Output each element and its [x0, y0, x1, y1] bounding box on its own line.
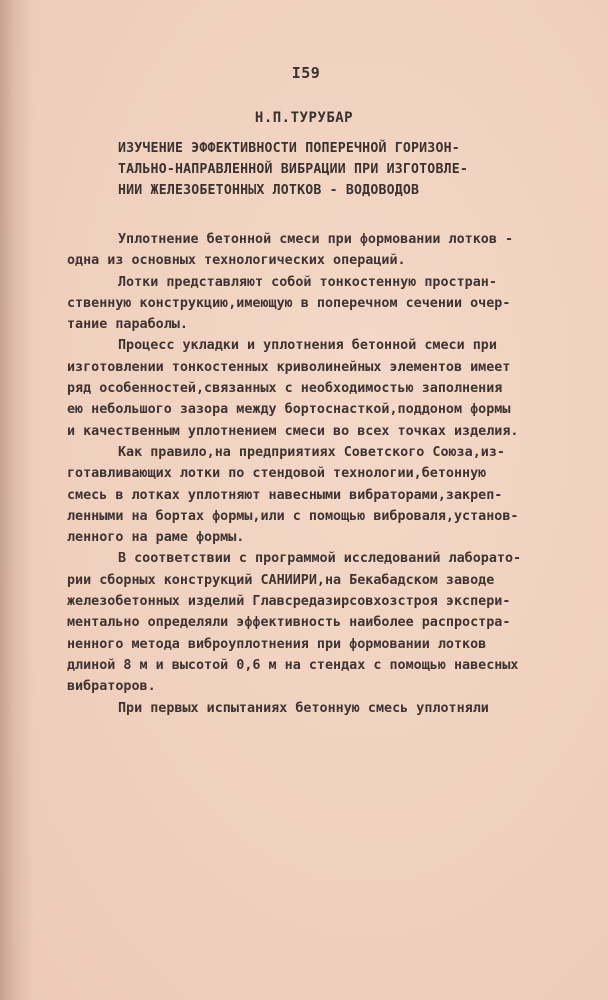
body-line: В соответствии с программой исследований лаборато- — [118, 551, 522, 567]
body-line: изготовлении тонкостенных криволинейных элементов имеет — [67, 359, 511, 375]
body-line: готавливающих лотки по стендовой технологии,бетонную — [67, 466, 487, 482]
body-line: ряд особенностей,связанных с необходимостью заполнения — [67, 381, 503, 397]
body-line: ею небольшого зазора между бортоснасткой,поддоном формы — [67, 402, 511, 418]
body-line: Как правило,на предприятиях Советского Союза,из- — [118, 444, 505, 460]
body-line: При первых испытаниях бетонную смесь уплотняли — [118, 700, 489, 716]
body-line: Уплотнение бетонной смеси при формовании лотков - — [118, 232, 514, 247]
body-text — [67, 229, 567, 719]
body-line: Лотки представляют собой тонкостенную простран- — [118, 274, 497, 290]
body-line: ненного метода виброуплотнения при формовании лотков — [67, 636, 487, 652]
body-line: рии сборных конструкций САНИИРИ,на Бекабадском заводе — [67, 572, 495, 588]
body-line: ленными на бортах формы,или с помощью виброваля,установ- — [67, 508, 519, 524]
body-line: Процесс укладки и уплотнения бетонной смеси при — [118, 338, 497, 354]
body-line: и качественным уплотнением смеси во всех точках изделия. — [67, 423, 519, 439]
author-name: Н.П.ТУРУБАР — [254, 110, 354, 126]
body-line: одна из основных технологических операций. — [67, 253, 406, 269]
title-line: ИЗУЧЕНИЕ ЭФФЕКТИВНОСТИ ПОПЕРЕЧНОЙ ГОРИЗОН- — [118, 141, 460, 156]
title-line: ТАЛЬНО-НАПРАВЛЕННОЙ ВИБРАЦИИ ПРИ ИЗГОТОВЛЕ- — [118, 162, 469, 177]
article-title — [118, 138, 558, 201]
body-line: железобетонных изделий Главсредазирсовхозстроя экспери- — [67, 594, 511, 610]
body-line: тание параболы. — [67, 317, 188, 333]
title-line: НИИ ЖЕЛЕЗОБЕТОННЫХ ЛОТКОВ - ВОДОВОДОВ — [118, 183, 420, 198]
body-line: ментально определяли эффективность наиболее распростра- — [67, 615, 511, 631]
body-line: вибраторов. — [67, 679, 156, 695]
page-number: I59 — [291, 64, 321, 82]
body-line: смесь в лотках уплотняют навесными вибраторами,закреп- — [67, 487, 503, 503]
body-line: ственную конструкцию,имеющую в поперечном сечении очер- — [67, 295, 511, 311]
body-line: длиной 8 м и высотой 0,6 м на стендах с помощью навесных — [67, 657, 519, 673]
body-line: ленного на раме формы. — [67, 530, 245, 546]
